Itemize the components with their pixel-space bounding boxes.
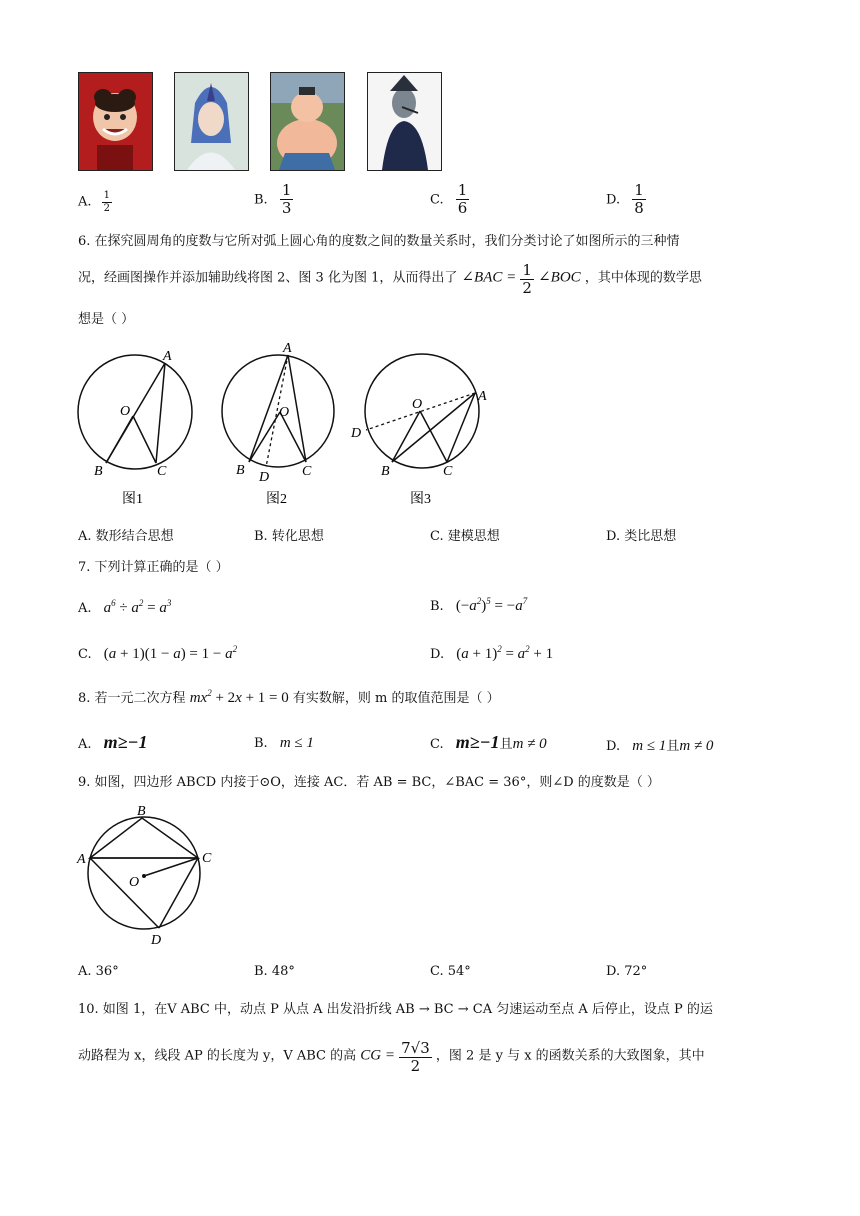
q6-option-b[interactable]: B. 转化思想 xyxy=(254,529,324,544)
q6-line2-text: 况，经画图操作并添加辅助线将图 2、图 3 化为图 1，从而得出了 xyxy=(78,270,458,286)
q6-option-d[interactable]: D. 类比思想 xyxy=(606,529,677,544)
q6-option-a[interactable]: A. 数形结合思想 xyxy=(78,529,174,544)
svg-text:B: B xyxy=(137,804,146,819)
q10-stem-line2 xyxy=(78,1040,705,1076)
q6-angle-boc: ∠BOC xyxy=(538,269,581,286)
character-image-3 xyxy=(270,72,345,171)
svg-text:B: B xyxy=(236,463,245,478)
svg-text:O: O xyxy=(129,875,140,890)
q8-option-d[interactable] xyxy=(606,735,713,755)
svg-text:A: A xyxy=(478,389,487,404)
q8-option-d-tail: m ≠ 0 xyxy=(679,738,714,754)
q9-stem: 9. 如图，四边形 ABCD 内接于⊙O，连接 AC．若 AB = BC，∠BAC = 36°，则∠D 的度数是（ ） xyxy=(78,775,660,790)
fraction-numerator: 7√3 xyxy=(401,1039,430,1057)
svg-text:C: C xyxy=(202,851,212,866)
svg-text:O: O xyxy=(120,404,131,419)
q5-option-c[interactable] xyxy=(430,182,469,218)
svg-text:A: A xyxy=(163,349,172,364)
figure-3-label: 图3 xyxy=(410,492,431,507)
figure-1-diagram xyxy=(78,349,192,507)
fraction-denominator: 3 xyxy=(281,199,292,218)
svg-text:B: B xyxy=(381,464,390,479)
q9-option-b[interactable]: B. 48° xyxy=(254,964,295,979)
figure-3-diagram xyxy=(350,354,487,507)
figure-2-label: 图2 xyxy=(266,492,287,507)
q7-option-c[interactable]: C. $(a + 1)(1 - a) = 1 - a^2$ xyxy=(78,644,238,662)
fraction-denominator: 2 xyxy=(410,1057,421,1076)
q5-option-b[interactable] xyxy=(254,182,293,218)
q8-option-c-expr: m≥−1 xyxy=(455,732,500,752)
q6-stem-line3: 想是（ ） xyxy=(78,312,135,327)
q8-option-d-conj: 且 xyxy=(666,739,680,754)
option-letter: D. xyxy=(606,739,621,754)
option-letter: D. xyxy=(606,192,621,208)
fraction-denominator: 2 xyxy=(522,279,532,298)
option-letter: D. xyxy=(430,647,445,662)
q6-line2-tail: ，其中体现的数学思 xyxy=(584,270,702,286)
option-letter: C. xyxy=(430,737,444,752)
q9-option-d[interactable]: D. 72° xyxy=(606,964,648,979)
q6-stem-line2 xyxy=(78,262,702,298)
svg-text:C: C xyxy=(157,464,167,479)
q8-option-c[interactable] xyxy=(430,732,547,753)
q8-option-b[interactable] xyxy=(254,735,314,752)
character-image-1 xyxy=(78,72,153,171)
q8-stem-tail: 有实数解，则 m 的取值范围是（ ） xyxy=(292,691,500,706)
q8-stem: 8. 若一元二次方程 $mx^2 + 2x + 1 = 0$ 有实数解，则 m 的取值范围是（ ） xyxy=(78,688,500,706)
q7-option-a[interactable]: A. $a^6 \div a^2 = a^3$ xyxy=(78,598,172,616)
option-letter: A. xyxy=(78,194,92,210)
svg-text:O: O xyxy=(412,397,423,412)
fraction-denominator: 2 xyxy=(103,202,111,214)
option-letter: B. xyxy=(254,192,268,208)
option-letter: B. xyxy=(430,599,444,614)
fraction-denominator: 8 xyxy=(634,199,644,218)
svg-text:A: A xyxy=(283,341,292,356)
q8-stem-lead: 8. 若一元二次方程 xyxy=(78,691,186,706)
q8-option-a-expr: m≥−1 xyxy=(103,732,148,752)
option-letter: A. xyxy=(78,737,92,752)
character-image-2 xyxy=(174,72,249,171)
option-letter: C. xyxy=(430,192,444,208)
svg-text:O: O xyxy=(279,405,290,420)
option-letter: B. xyxy=(254,736,268,751)
q5-option-d[interactable] xyxy=(606,182,646,218)
q5-option-a[interactable] xyxy=(78,190,112,214)
q10-stem-line1: 10. 如图 1，在V ABC 中，动点 P 从点 A 出发沿折线 AB → BC → CA 匀速运动至点 A 后停止，设点 P 的运 xyxy=(78,1002,713,1017)
fraction-numerator: 1 xyxy=(634,181,644,199)
character-image-4 xyxy=(367,72,442,171)
q10-line2-text: 动路程为 x，线段 AP 的长度为 y，V ABC 的高 xyxy=(78,1048,357,1064)
q6-angle-bac: ∠BAC = xyxy=(461,269,517,286)
option-letter: C. xyxy=(78,647,92,662)
svg-text:D: D xyxy=(151,933,162,948)
figure-2-diagram xyxy=(222,341,334,507)
q7-option-b[interactable]: B. $(-a^2)^5 = -a^7$ xyxy=(430,596,528,614)
svg-text:D: D xyxy=(259,470,270,485)
q9-option-a[interactable]: A. 36° xyxy=(78,964,119,979)
q9-option-c[interactable]: C. 54° xyxy=(430,964,471,979)
fraction-numerator: 1 xyxy=(522,261,532,279)
q8-option-c-conj: 且 xyxy=(499,737,513,752)
svg-text:B: B xyxy=(94,464,103,479)
q10-line2-tail: ，图 2 是 y 与 x 的函数关系的大致图象，其中 xyxy=(435,1048,705,1064)
svg-text:C: C xyxy=(302,464,312,479)
q8-option-d-expr: m ≤ 1 xyxy=(632,738,667,754)
q7-option-d[interactable]: D. $(a + 1)^2 = a^2 + 1$ xyxy=(430,644,554,662)
q6-option-c[interactable]: C. 建模思想 xyxy=(430,529,500,544)
fraction-numerator: 1 xyxy=(281,181,292,199)
q8-option-b-expr: m ≤ 1 xyxy=(279,735,314,751)
svg-text:A: A xyxy=(77,852,86,867)
svg-text:C: C xyxy=(443,464,453,479)
q6-figures xyxy=(70,340,510,515)
fraction-numerator: 1 xyxy=(457,181,468,199)
q8-option-a[interactable] xyxy=(78,732,147,753)
q8-option-c-tail: m ≠ 0 xyxy=(512,736,547,752)
q9-figure xyxy=(74,800,234,950)
svg-text:D: D xyxy=(351,426,362,441)
fraction-numerator: 1 xyxy=(103,190,111,201)
option-letter: A. xyxy=(78,601,92,616)
q6-stem-line1: 6. 在探究圆周角的度数与它所对弧上圆心角的度数之间的数量关系时，我们分类讨论了如图所示的三种情 xyxy=(78,234,680,249)
q10-cg: CG = xyxy=(360,1047,395,1064)
fraction-denominator: 6 xyxy=(457,199,468,218)
q7-stem: 7. 下列计算正确的是（ ） xyxy=(78,560,229,575)
figure-1-label: 图1 xyxy=(122,492,143,507)
